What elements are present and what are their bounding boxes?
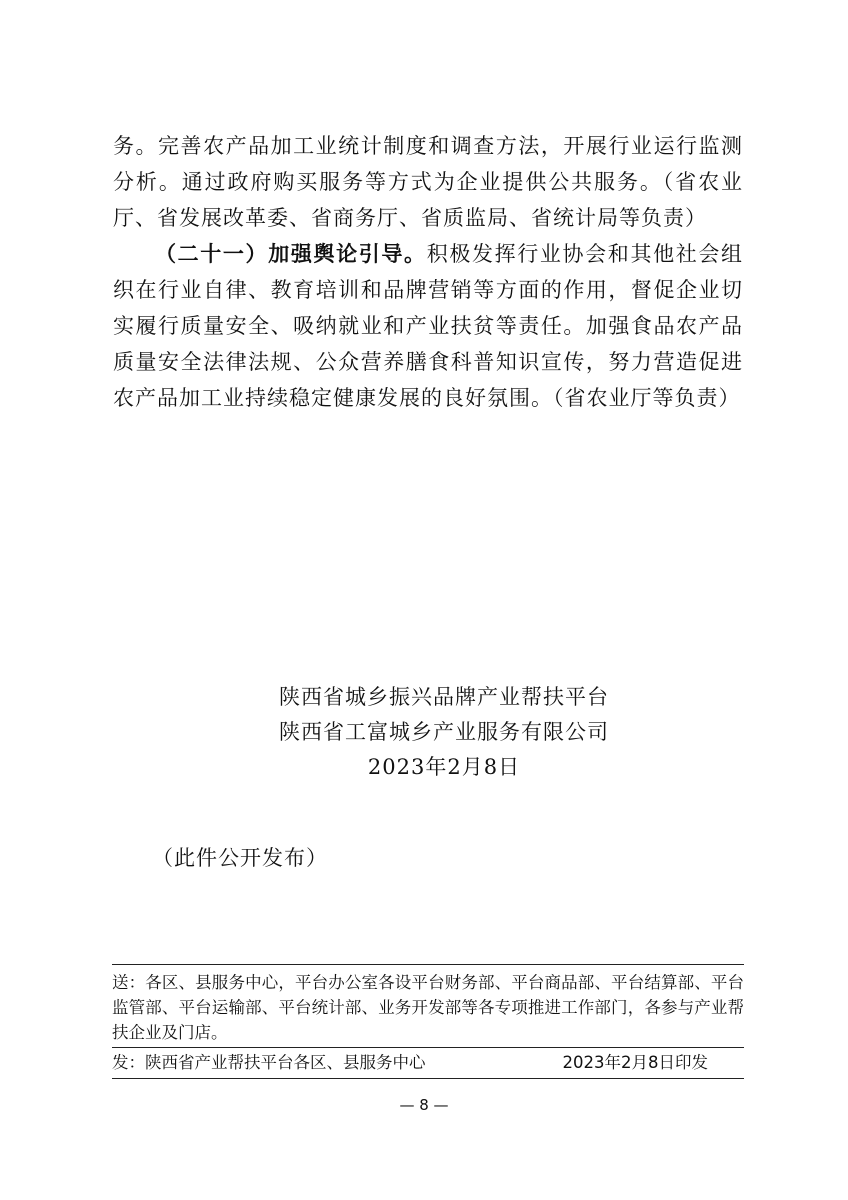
body-text — [113, 128, 743, 416]
page-number: — 8 — — [399, 1096, 449, 1114]
signature-org-2: 陕西省工富城乡产业服务有限公司 — [279, 720, 609, 744]
section-heading: （二十一）加强舆论引导。 — [155, 241, 427, 266]
issue-line — [112, 1047, 744, 1078]
signature-org-1: 陕西省城乡振兴品牌产业帮扶平台 — [279, 685, 609, 709]
section-text: 积极发挥行业协会和其他社会组织在行业自律、教育培训和品牌营销等方面的作用，督促企业切实履行质量安全、吸纳就业和产业扶贫等责任。加强食品农产品质量安全法律法规、公众营养膳食科普知识宣传，努力营造促进农产品加工业持续稳定健康发展的良好氛围。（省农业厅等负责） — [113, 242, 744, 410]
paragraph-21 — [113, 236, 743, 416]
signature-date: 2023年2月8日 — [367, 755, 521, 779]
issue-date: 2023年2月8日印发 — [562, 1053, 708, 1072]
distribution-block — [112, 964, 744, 1079]
public-release-note: （此件公开发布） — [152, 846, 328, 870]
signature-block — [0, 680, 848, 785]
paragraph-continuation: 务。完善农产品加工业统计制度和调查方法，开展行业运行监测分析。通过政府购买服务等方式为企业提供公共服务。（省农业厅、省发展改革委、省商务厅、省质监局、省统计局等负责） — [113, 134, 743, 230]
send-to-line: 送：各区、县服务中心，平台办公室各设平台财务部、平台商品部、平台结算部、平台监管部、平台运输部、平台统计部、业务开发部等各专项推进工作部门，各参与产业帮扶企业及门店。 — [112, 973, 744, 1042]
issued-by: 发：陕西省产业帮扶平台各区、县服务中心 — [112, 1053, 426, 1072]
